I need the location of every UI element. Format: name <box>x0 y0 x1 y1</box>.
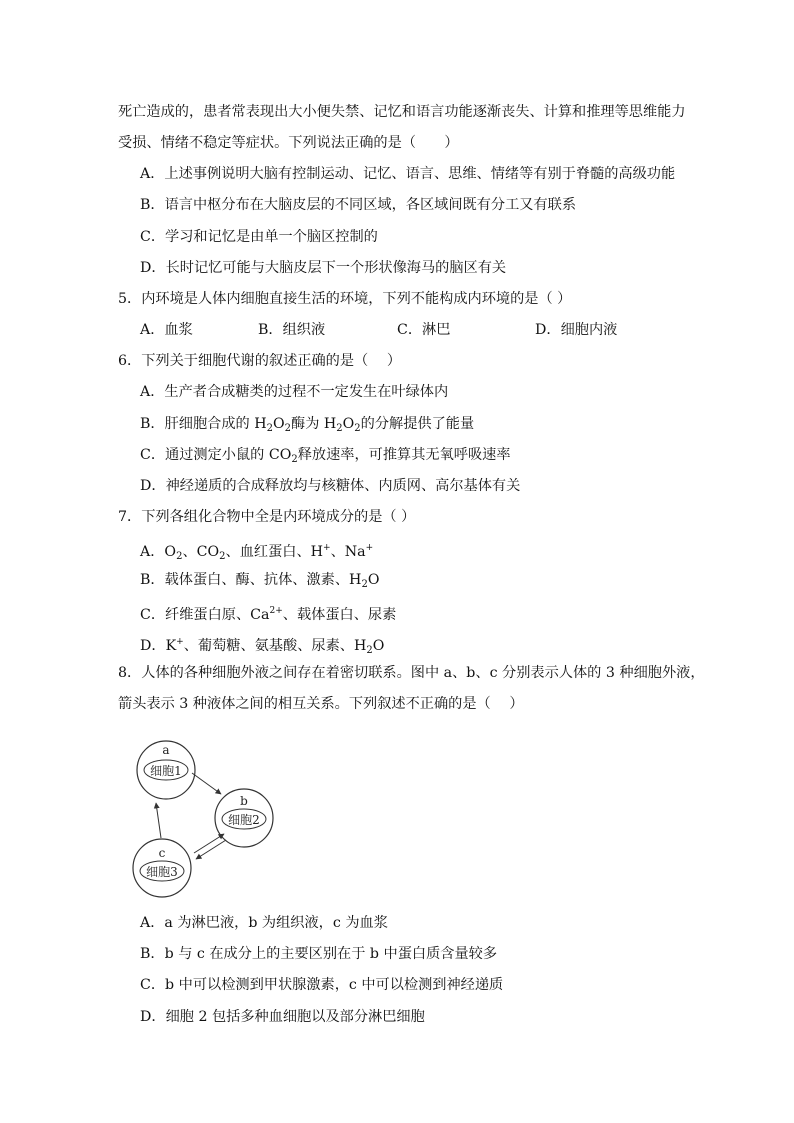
q4-option-b: B．语言中枢分布在大脑皮层的不同区域，各区域间既有分工又有联系 <box>140 197 577 213</box>
q5-option-b: B．组织液 <box>258 322 326 338</box>
q5-option-a: A．血浆 <box>140 322 193 338</box>
node-b <box>215 789 273 847</box>
node-a <box>137 741 195 799</box>
q7-option-d: D．K+、葡萄糖、氨基酸、尿素、$H_2O$ <box>140 637 385 656</box>
q8-stem-line2: 箭头表示 3 种液体之间的相互关系。下列叙述不正确的是（ ） <box>118 696 524 712</box>
q4-option-d: D．长时记忆可能与大脑皮层下一个形状像海马的脑区有关 <box>140 260 507 276</box>
q4-option-c: C．学习和记忆是由单一个脑区控制的 <box>140 229 378 245</box>
node-a-label: a <box>162 743 170 757</box>
q6-option-c: C．通过测定小鼠的 $CO_2$释放速率，可推算其无氧呼吸速率 <box>140 447 511 465</box>
q5-option-d: D．细胞内液 <box>535 322 618 338</box>
body-fluid-diagram <box>128 730 278 900</box>
q7-option-c: C．纤维蛋白原、$Ca^{2+}$、载体蛋白、尿素 <box>140 606 397 623</box>
q7-option-a: A．$O_2$、$CO_2$、血红蛋白、H+、Na+ <box>140 543 374 562</box>
q6-option-a: A．生产者合成糖类的过程不一定发生在叶绿体内 <box>140 384 449 400</box>
q5-option-c: C．淋巴 <box>397 322 451 338</box>
q4-option-a: A．上述事例说明大脑有控制运动、记忆、语言、思维、情绪等有别于脊髓的高级功能 <box>140 166 676 182</box>
cell-1-label: 细胞1 <box>150 764 182 778</box>
arrow-c-to-a <box>156 803 161 838</box>
cell-2-label: 细胞2 <box>228 813 260 827</box>
q4-stem-line1: 死亡造成的，患者常表现出大小便失禁、记忆和语言功能逐渐丧失、计算和推理等思维能力 <box>118 104 686 120</box>
q5-stem: 5．内环境是人体内细胞直接生活的环境，下列不能构成内环境的是（ ） <box>118 291 572 307</box>
cell-3-label: 细胞3 <box>146 865 178 879</box>
q6-option-d: D．神经递质的合成释放均与核糖体、内质网、高尔基体有关 <box>140 478 521 494</box>
arrow-c-to-b <box>194 834 224 853</box>
q7-stem: 7．下列各组化合物中全是内环境成分的是（ ） <box>118 509 416 525</box>
arrow-b-to-c <box>196 840 226 859</box>
q8-option-d: D．细胞 2 包括多种血细胞以及部分淋巴细胞 <box>140 1009 425 1025</box>
node-c-label: c <box>158 846 166 860</box>
q8-stem-line1: 8．人体的各种细胞外液之间存在着密切联系。图中 a、b、c 分别表示人体的 3 种细胞外液， <box>118 665 705 681</box>
q6-stem: 6．下列关于细胞代谢的叙述正确的是（ ） <box>118 353 402 369</box>
q8-option-a: A．a 为淋巴液，b 为组织液，c 为血浆 <box>140 915 388 931</box>
node-c <box>133 839 191 897</box>
q8-option-b: B．b 与 c 在成分上的主要区别在于 b 中蛋白质含量较多 <box>140 946 498 962</box>
arrow-a-to-b <box>192 773 221 794</box>
node-b-label: b <box>240 794 248 808</box>
q4-stem-line2: 受损、情绪不稳定等症状。下列说法正确的是（ ） <box>118 135 459 151</box>
q6-option-b: B．肝细胞合成的 $H_2O_2$酶为 $H_2O_2$的分解提供了能量 <box>140 416 475 434</box>
q7-option-b: B．载体蛋白、酶、抗体、激素、$H_2O$ <box>140 572 380 590</box>
q8-option-c: C．b 中可以检测到甲状腺激素，c 中可以检测到神经递质 <box>140 977 504 993</box>
